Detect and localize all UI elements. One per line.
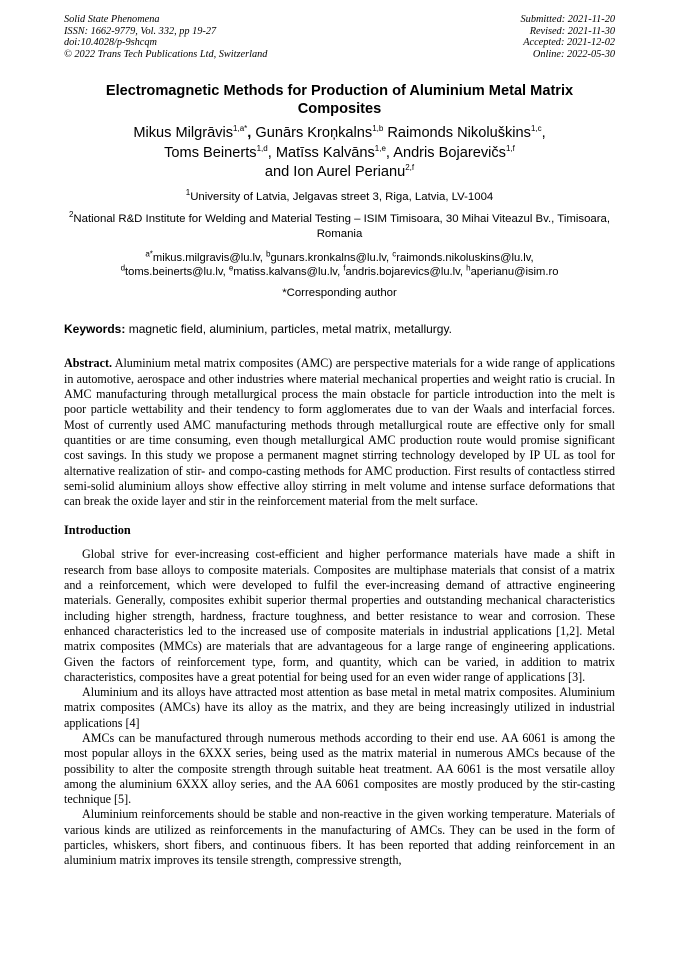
email-line-1 <box>64 248 615 265</box>
email-sup: a* <box>145 248 153 258</box>
author-sup: 1,b <box>372 124 384 134</box>
author-line-1 <box>64 124 615 144</box>
issn-line: ISSN: 1662-9779, Vol. 332, pp 19-27 <box>64 25 217 37</box>
paper-page <box>64 14 615 869</box>
author-name: Mikus Milgrāvis <box>133 125 234 142</box>
email-link[interactable]: raimonds.nikoluskins@lu.lv, <box>396 251 534 264</box>
affiliation-sup: 2 <box>68 210 74 220</box>
doi-line: doi:10.4028/p-9shcqm <box>64 37 157 49</box>
journal-name: Solid State Phenomena <box>64 14 160 25</box>
email-line-2 <box>64 265 615 279</box>
author-sep: , <box>541 125 546 142</box>
affiliation-text: National R&D Institute for Welding and Material Testing – ISIM Timisoara, 30 Mihai Viteazul Bv., Timisoara, Romania <box>73 213 611 241</box>
email-link[interactable]: andris.bojarevics@lu.lv, <box>345 266 467 279</box>
journal-info <box>64 14 267 60</box>
author-name: Gunārs Kroņkalns <box>255 125 373 142</box>
paper-title: Electromagnetic Methods for Production of Aluminium Metal Matrix Composites <box>105 83 574 118</box>
email-link[interactable]: toms.beinerts@lu.lv, <box>125 266 229 279</box>
abstract-label: Abstract. <box>64 356 113 371</box>
email-link[interactable]: matiss.kalvans@lu.lv, <box>233 266 344 279</box>
author-line-3 <box>64 163 615 183</box>
intro-paragraph: Aluminium and its alloys have attracted most attention as base metal in metal matrix composites. Aluminium matrix composites (AMCs) have its alloy as the matrix, and they are being increasingly utilized in industrial applications [4] <box>64 685 615 730</box>
email-list <box>64 248 615 280</box>
submission-dates <box>521 14 615 60</box>
intro-paragraph: Aluminium reinforcements should be stable and non-reactive in the given working temperature. Materials of various kinds are utilized as reinforcements in the manufacturing of AMCs. They can be used in the form of particles, whiskers, short fibers, and continuous fibers. It has been reported that adding reinforcement in an aluminium matrix improves its tensile strength, compressive strength, <box>64 807 615 868</box>
author-name: Raimonds Nikoluškins <box>387 125 531 142</box>
journal-header <box>64 14 615 60</box>
author-list <box>64 124 615 183</box>
email-link[interactable]: gunars.kronkalns@lu.lv, <box>270 251 393 264</box>
author-name: and Ion Aurel Perianu <box>264 164 406 181</box>
affiliation-1 <box>64 190 615 205</box>
intro-paragraph: AMCs can be manufactured through numerous methods according to their end use. AA 6061 is among the most popular alloys in the 6XXX series, being used as the matrix material in numerous AMCs because of the possibility to alter the composite strength through suitable heat treatment. AA 6061 is the most versatile alloy among the aluminium 6XXX alloy series, and the AA 6061 composites are mostly produced by the stir-casting technique [5]. <box>64 731 615 807</box>
author-sup: 2,f <box>405 163 415 173</box>
accepted-date: Accepted: 2021-12-02 <box>523 37 615 49</box>
keywords-text: magnetic field, aluminium, particles, metal matrix, metallurgy. <box>125 322 452 337</box>
author-sep: , <box>267 144 276 161</box>
author-line-2 <box>64 144 615 164</box>
abstract <box>64 356 615 509</box>
email-sup: b <box>265 248 271 258</box>
author-sup: 1,d <box>256 144 268 154</box>
copyright-line: © 2022 Trans Tech Publications Ltd, Switzerland <box>64 48 268 60</box>
affiliation-sup: 1 <box>185 188 191 198</box>
author-sup: 1,a* <box>233 124 248 134</box>
section-heading-introduction: Introduction <box>64 523 131 538</box>
email-sup: c <box>392 248 397 258</box>
revised-date: Revised: 2021-11-30 <box>529 25 615 37</box>
author-name: Andris Bojarevičs <box>393 144 506 161</box>
author-name: Matīss Kalvāns <box>275 144 375 161</box>
intro-paragraph: Global strive for ever-increasing cost-efficient and higher performance materials have made a shift in research from base alloys to composite materials. Composites are multiphase materials that consist of a matrix and a reinforcement, which were developed to fulfil the ever-increasing demand of attractive engineering materials. Generally, composites exhibit superior thermal properties and outstanding mechanical characteristics including higher strength, hardness, fracture toughness, and better resistance to wear and corrosion. These enhanced characteristics led to the increased use of composite materials in industrial applications [1,2]. Metal matrix composites (MMCs) are materials that are advantageous for a large range of engineering applications. Given the factors of reinforcement type, form, and quantity, which can be varied, in addition to matrix characteristics, composites have a great potential for being used for an even wider range of applications [3]. <box>64 547 615 684</box>
corresponding-author-note: *Corresponding author <box>282 287 397 300</box>
email-link[interactable]: mikus.milgravis@lu.lv, <box>152 251 266 264</box>
email-sup: h <box>466 263 471 273</box>
email-sup: e <box>228 263 234 273</box>
online-date: Online: 2022-05-30 <box>532 48 615 60</box>
author-sep: , <box>247 125 256 142</box>
email-sup: d <box>120 263 126 273</box>
abstract-text: Aluminium metal matrix composites (AMC) are perspective materials for a wide range of applications in automotive, aerospace and other industries where material mechanical properties and weight ratio is crucial. In AMC manufacturing through metallurgical process the main obstacle for particle introduction into the melt is poor particle wettability and their tendency to form agglomerates due to van der Waals and interfacial forces. Most of currently used AMC manufacturing methods through metallurgical route are effective only for small quantities or are time consuming, even though metallurgical AMC production route would promise significant cost savings. In this study we propose a permanent magnet stirring technology developed by IP UL as tool for alternative realization of stir- and compo-casting methods for AMC production. First results of contactless stirred semi-solid aluminium alloys show effective alloy stirring in melt volume and intense surface deformations that can break the oxide layer and stir in the reinforcement material from the melt surface. <box>64 356 615 509</box>
affiliation-text: University of Latvia, Jelgavas street 3, Riga, Latvia, LV-1004 <box>190 190 494 203</box>
keywords <box>64 322 615 336</box>
author-sup: 1,f <box>505 144 515 154</box>
email-sup: f <box>343 263 346 273</box>
keywords-label: Keywords: <box>64 322 126 337</box>
author-sup: 1,c <box>530 124 542 134</box>
author-name: Toms Beinerts <box>164 144 257 161</box>
author-sup: 1,e <box>374 144 386 154</box>
email-link[interactable]: aperianu@isim.ro <box>470 266 559 279</box>
author-sep: , <box>385 144 394 161</box>
affiliation-2 <box>64 212 615 241</box>
submitted-date: Submitted: 2021-11-20 <box>520 14 615 25</box>
